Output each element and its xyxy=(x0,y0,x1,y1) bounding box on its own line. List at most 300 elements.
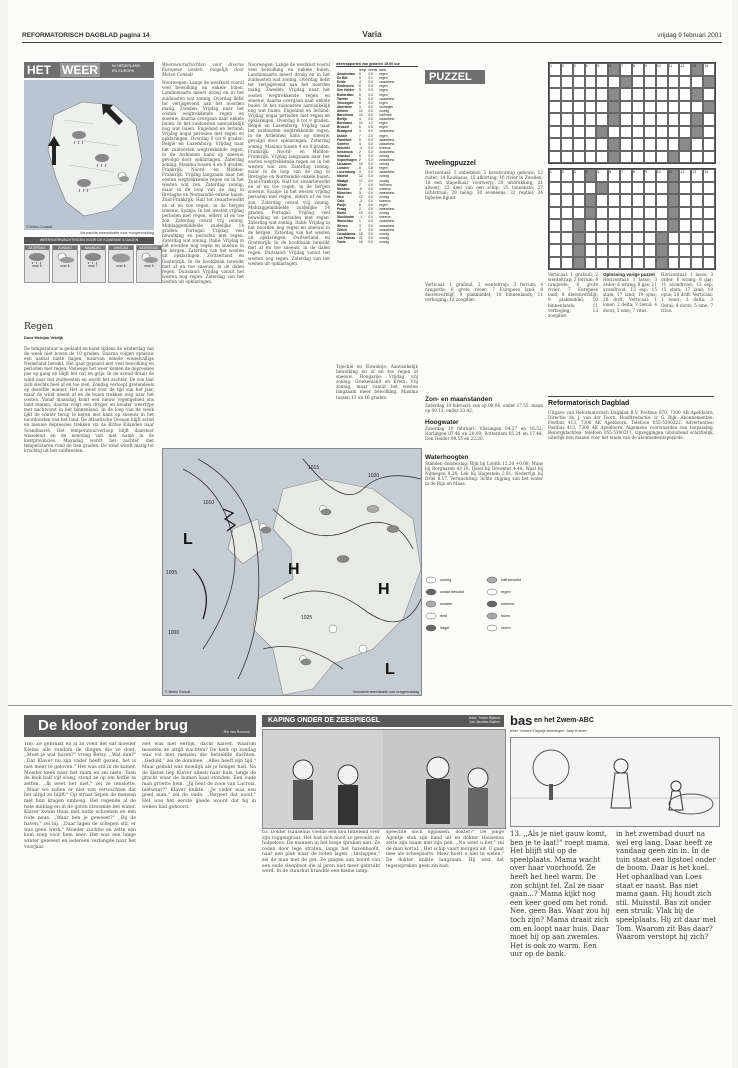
puzzle-black-cell xyxy=(703,76,715,89)
puzzle-cell xyxy=(585,76,597,89)
puzzle-cell xyxy=(632,113,644,126)
puzzle-cell xyxy=(679,219,691,232)
europe-forecast-text: Noorwegen: Lange de westkust vooral veel bewolking en enkele buien. Landinwaarts meest droog en in het zuidoosten wat zonnig. Overdag liefst ter verijsgevend aan het noorden matig. Zweden: Vrijdag naar het oosten wegtrekkende regen en sneeuw, daarna overgaan naar enkele buien. In het zuidoosten aanvankelijk nog wat buien. Engeland en Ierland: Vrijdag nogal perioden met regen en opklaringen. Overdag 6 tot 9 graden. België en Luxemburg: Vrijdag naar het zuidoosten wegtrekkende regen, in de Ardennen kans op sneeuw, gevolgd door opklaringen. Zaterdag zonnig. Maxima tussen 4 en 8 graden. Frankrijk: Noord- en Midden-Frankrijk: Vrijdag langzaam naar het oosten wegtrekkende regen en in het westen wat zon. Zaterdag zonnig, maar in de loop van de dag in Bretagne en Normandië enkele buien. Zuid-Frankrijk: Half tot zwaarbewolkt en af en toe regen, in de bergen sneeuw. Spanje: In het westen vrijdag perioden met regen, elders af en toe zon. Zaterdag overal vrij zonnig. Middaggemiddelde zuidelijke 14 graden. Portugal: Vrijdag veel bewolking en perioden met regen. Zaterdag wat zonnig. Italië: Vrijdag in het noorden nog regen en sneeuw in de bergen. Zaterdag van het westen uit opklaringen. Zwitserland en Oostenrijk: In de hoofdzaak bewolkt met af en toe sneeuw, in de dalen regen. Duitsland: Vrijdag vanuit het westen nog regen. Zaterdag van het westen uit opklaringen. xyxy=(162,80,244,284)
puzzle-cell xyxy=(703,232,715,245)
puzzle-cell xyxy=(691,138,703,151)
puzzle-cell xyxy=(620,138,632,151)
isobar-label: 1025 xyxy=(301,615,313,621)
puzzle-cell xyxy=(596,88,608,101)
puzzle-grid-bottom xyxy=(548,168,714,268)
table-cell: Athene xyxy=(337,108,349,113)
table-cell: zwaarbew. xyxy=(379,227,395,232)
table-cell: zwaarbew. xyxy=(379,96,395,101)
table-cell: 0.0 xyxy=(368,235,373,240)
legend-label: storm xyxy=(501,626,511,630)
puzzle-black-cell xyxy=(573,257,585,270)
puzzle-cell xyxy=(573,126,585,139)
article-body: De temperatuur is gedaald en komt tijdens de winterdag van de week niet boven de 10 graden. Daarna volgen opnieuw een aantal natte dagen, waarvan enkele wisselvallige Nederland bereikt. Het gaat gepaard met veel bewolking en perioden met regen. Vanwege het weer komen de depressies pas op gang en blijft het nat en grijs. In de avond draait de wind naar het zuidwesten en wordt het zachter. De zon laat zich slechts heel af en toe zien. Zondag verloopt grotendeels op dezelfde manier. Het is koud voor de tijd van het jaar, maar de wind neemt af en de buien trekken weg naar het oosten. Vanaf maandag komt een nieuw regengebied ons land binnen, daarna volgt een droger en kouder weertype met nachtvorst in het binnenland. In de loop van de week lijkt de winter terug te keren met kans op sneeuw in het noordoosten van het land. De Atlantische Oceaan blijft actief en nieuwe depressies trekken via de Britse Eilanden naar Scandinavië. Het temperatuurverloop blijft daardoor wisselend en de neerslag valt met name in de kustprovincies. Maandag wordt het zachter met temperaturen rond de tien graden. De wind wordt matig tot krachtig uit het zuidwesten. xyxy=(24,346,154,453)
puzzle-cell xyxy=(703,88,715,101)
puzzle-cell xyxy=(656,151,668,164)
europe-forecast-column xyxy=(162,62,244,442)
legend-label: zwaar bewolkt xyxy=(440,590,465,594)
table-cell: 0.6 xyxy=(368,203,373,208)
table-cell: zonnig xyxy=(379,239,390,244)
puzzle-cell xyxy=(656,207,668,220)
puzzle-cell xyxy=(679,182,691,195)
forecast-day-temp: max 5 xyxy=(32,264,42,268)
table-cell: 0.0 xyxy=(368,178,373,183)
bas-credits: tekst: Vincent Klapwijk tekeningen: Jaap Kramer xyxy=(510,729,587,733)
table-cell: Amsterdam xyxy=(337,72,356,77)
puzzle-black-cell xyxy=(573,232,585,245)
legend-item xyxy=(486,588,543,596)
puzzle-cell xyxy=(596,194,608,207)
netherlands-weather-map xyxy=(24,80,154,230)
puzzle-cell xyxy=(632,126,644,139)
legend-label: onweer xyxy=(440,602,453,606)
table-cell: half bew. xyxy=(379,113,393,118)
table-cell: zwaarbew. xyxy=(379,158,395,163)
puzzle-cell: 5 xyxy=(596,63,608,76)
puzzle-cell xyxy=(596,219,608,232)
puzzle-black-cell xyxy=(668,207,680,220)
table-title: weerrapporten van gisteren 19.00 uur xyxy=(336,62,418,67)
table-cell: 2 xyxy=(358,207,361,212)
table-cell: Istanbul xyxy=(337,153,350,158)
puzzle-cell xyxy=(644,126,656,139)
puzzle-cell xyxy=(561,151,573,164)
table-cell: Den Helder xyxy=(337,88,355,93)
puzzle-cell xyxy=(585,244,597,257)
banner-het: HET xyxy=(27,63,51,77)
table-cell: 13 xyxy=(358,211,363,216)
kaping-author: Jan Jacobse Bakker xyxy=(469,720,500,724)
puzzle-black-cell: 11 xyxy=(668,169,680,182)
table-cell: 0.0 xyxy=(368,72,373,77)
puzzle-cell xyxy=(703,244,715,257)
forecast-day-name: ZATERDAG xyxy=(25,246,49,250)
bas-illustration-svg xyxy=(511,738,719,826)
map-caption: Verwachte weersituatie voor morgenmiddag xyxy=(80,231,154,235)
weather-symbol-icon xyxy=(425,588,437,596)
puzzle-black-cell xyxy=(656,257,668,270)
puzzle-black-cell xyxy=(691,88,703,101)
forecast-day-name: DINSDAG xyxy=(109,246,133,250)
puzzle-cell xyxy=(585,257,597,270)
puzzle-cell: 11 xyxy=(668,63,680,76)
table-cell: Moskou xyxy=(337,186,350,191)
puzzle-cell xyxy=(549,219,561,232)
table-cell: 6 xyxy=(358,84,361,89)
puzzle-cell xyxy=(644,244,656,257)
table-cell: 0.0 xyxy=(368,108,373,113)
puzzle-cell xyxy=(620,194,632,207)
table-cell: regen xyxy=(379,166,388,171)
table-cell: 0.0 xyxy=(368,194,373,199)
weather-legend xyxy=(425,576,543,686)
weather-symbol-icon xyxy=(486,588,498,596)
europe-weather-map xyxy=(162,448,422,696)
vertical-clues-continued: Verticaal: 1 grafzuil; 2 wenteltrap; 3 ferrum; 4 rangorde; 6 grote rivier; 7 Europees land; 8 dierenverblijf; 9 plakmiddel; 10 binnenlands; 11 verhoging; 13 zoogdier. xyxy=(548,272,598,318)
forecast-day-temp: max 7 xyxy=(88,264,98,268)
table-cell: sneeuw xyxy=(379,186,391,191)
puzzle-cell xyxy=(656,182,668,195)
legend-label: hagel xyxy=(440,626,450,630)
hoogwater-title: Hoogwater xyxy=(425,419,459,426)
table-cell: Budapest xyxy=(337,129,353,134)
weather-report-table xyxy=(336,62,418,362)
puzzle-cell xyxy=(585,138,597,151)
puzzle-cell xyxy=(585,113,597,126)
puzzle-cell xyxy=(561,257,573,270)
puzzle-cell xyxy=(608,232,620,245)
table-cell: 12 xyxy=(358,194,363,199)
table-cell: 0.0 xyxy=(368,227,373,232)
table-cell: 0.0 xyxy=(368,211,373,216)
puzzle-cell xyxy=(573,138,585,151)
bas-text-col2: in het zwembad duurt na wel erg lang. Daar heeft ze vandaag geen zin in. In de tuin staat een ligstoel onder de boom. Daar is het koel. Het ophaalbad van Loes staat er naast. Bas niet mama gaan. Hij houdt zich stil. Muisstil. Bas zit onder een struik. Vlak bij de speelplaats. Hij zit daar met Tom. Waarom zit Bas daar? Waarom verstopt hij zich? xyxy=(616,830,717,942)
puzzle-cell: 10 xyxy=(656,63,668,76)
table-cell: zwaarbew. xyxy=(379,117,395,122)
table-cell: Brussel xyxy=(337,125,350,130)
puzzle-cell xyxy=(691,244,703,257)
table-cell: 18 xyxy=(358,231,363,236)
puzzle-cell xyxy=(656,76,668,89)
table-cell: 13 xyxy=(358,113,363,118)
horizontal-clues: Horizontaal: 1 onbekend; 5 hevelvormig gebouw; 12 ruiter; 14 Kaukasus; 15 afkorting; 16 rivier in Zweden; 18 een stapelbaar voorwerp; 20 uitdrukking; 21 alweer; 23 deel van een schip; 25 binnenste; 27 lichtstraal; 29 heilig; 30 eveneens; 32 reptiel; 34 bijbelse figuur. xyxy=(425,170,543,201)
legend-item xyxy=(425,588,482,596)
puzzle-cell xyxy=(608,244,620,257)
puzzle-cell xyxy=(596,138,608,151)
puzzle-cell xyxy=(691,257,703,270)
table-cell: zonnig xyxy=(379,174,390,179)
puzzle-black-cell xyxy=(668,219,680,232)
puzzle-cell xyxy=(703,207,715,220)
puzzle-cell xyxy=(561,138,573,151)
puzzle-cell xyxy=(561,113,573,126)
table-cell: Frankfurt xyxy=(337,137,352,142)
table-cell: 0.5 xyxy=(368,125,373,130)
puzzle-cell xyxy=(703,194,715,207)
regen-article xyxy=(24,322,154,722)
puzzle-cell xyxy=(644,138,656,151)
puzzle-cell xyxy=(573,88,585,101)
puzzle-cell xyxy=(573,207,585,220)
legend-label: mist xyxy=(440,614,447,618)
forecast-day-temp: max 6 xyxy=(116,264,126,268)
forecast-day-name: ZONDAG xyxy=(53,246,77,250)
table-cell: Lissabon xyxy=(337,162,352,167)
weather-symbol-icon xyxy=(425,624,437,632)
forecast-days xyxy=(24,245,159,283)
puzzle-cell xyxy=(620,113,632,126)
puzzle-cell xyxy=(691,207,703,220)
header-date: vrijdag 9 februari 2001 xyxy=(657,32,722,39)
table-cell: 5 xyxy=(358,137,361,142)
puzzle-cell xyxy=(549,88,561,101)
legend-label: half bewolkt xyxy=(501,578,522,582)
table-cell: 17 xyxy=(358,178,363,183)
table-cell: 0.0 xyxy=(368,129,373,134)
puzzle-cell: 14 xyxy=(703,169,715,182)
table-cell: zonnig xyxy=(379,194,390,199)
kaping-credit: tekst: Tineke Bijlsma xyxy=(469,716,500,720)
table-cell: Stockholm xyxy=(337,215,354,220)
puzzle-black-cell xyxy=(573,219,585,232)
puzzle-cell xyxy=(668,126,680,139)
puzzle-cell xyxy=(691,219,703,232)
legend-label: regen xyxy=(501,590,511,594)
column-header: neersl xyxy=(368,68,378,72)
table-cell: Londen xyxy=(337,166,349,171)
puzzle-cell xyxy=(679,232,691,245)
puzzle-cell xyxy=(656,219,668,232)
puzzle-cell xyxy=(561,194,573,207)
puzzle-cell xyxy=(561,232,573,245)
rain-cloud-icon xyxy=(387,526,399,533)
puzzle-cell xyxy=(585,151,597,164)
puzzle-cell xyxy=(596,232,608,245)
comic-figure xyxy=(293,760,313,820)
legend-item xyxy=(425,624,482,632)
table-cell: 0.0 xyxy=(368,190,373,195)
forecast-title: WEERSVERWACHTINGEN VOOR DE KOMENDE 5 DAGEN xyxy=(24,237,154,244)
table-cell: 0.4 xyxy=(368,92,373,97)
comic-figure xyxy=(338,765,358,825)
table-cell: 7 xyxy=(358,133,361,138)
table-cell: Madrid xyxy=(337,174,348,179)
puzzle-cell xyxy=(679,101,691,114)
puzzle-black-cell xyxy=(573,244,585,257)
table-cell: regen xyxy=(379,92,388,97)
article-title: Regen xyxy=(24,322,53,332)
table-cell: zonnig xyxy=(379,153,390,158)
table-cell: 8 xyxy=(358,166,361,171)
puzzle-cell xyxy=(703,151,715,164)
puzzle-cell xyxy=(691,182,703,195)
puzzle-cell: 4 xyxy=(585,63,597,76)
bas-title-rest: en het Zwem-ABC xyxy=(534,717,594,724)
table-cell: Rome xyxy=(337,211,347,216)
puzzle-cell: 7 xyxy=(620,169,632,182)
europe-map-caption: Verwachte weersituatie voor morgenmiddag xyxy=(353,690,419,694)
puzzle-cell: 7 xyxy=(620,63,632,76)
europe-forecast-intro: Weersvooruitzichten voor diverse Europese landen, mogelijk door Meteo Consult xyxy=(162,62,244,78)
table-cell: 0.2 xyxy=(368,100,373,105)
table-cell: Eelde xyxy=(337,80,346,85)
legend-item xyxy=(486,612,543,620)
hoogwater-text: Zaterdag 10 februari: Vlissingen 04.27 en 16.52; Harlingen 07.46 en 20.09; Rotterdam 05.24 en 17.48; Den Helder 09.55 en 22.20. xyxy=(425,426,543,442)
puzzle-cell: 3 xyxy=(573,63,585,76)
puzzle-black-cell xyxy=(596,126,608,139)
puzzle-cell xyxy=(549,232,561,245)
puzzle-cell xyxy=(549,244,561,257)
table-cell: half bew. xyxy=(379,182,393,187)
table-cell: 0.0 xyxy=(368,174,373,179)
table-cell: Twente xyxy=(337,96,349,101)
table-cell: 3 xyxy=(358,104,361,109)
table-cell: zwaarbew. xyxy=(379,223,395,228)
puzzle-black-cell xyxy=(656,244,668,257)
weather-table xyxy=(336,68,396,244)
puzzle-cell xyxy=(585,126,597,139)
legend-item xyxy=(486,600,543,608)
puzzle-cell xyxy=(668,101,680,114)
colophon xyxy=(548,396,714,695)
puzzle-cell xyxy=(585,219,597,232)
netherlands-map-svg xyxy=(24,80,154,230)
table-cell: 1 xyxy=(358,219,361,224)
puzzle-cell xyxy=(620,207,632,220)
table-cell: 0.0 xyxy=(368,231,373,236)
puzzle-cell xyxy=(585,101,597,114)
table-cell: -6 xyxy=(358,186,362,191)
puzzle-cell xyxy=(656,88,668,101)
table-cell: 14 xyxy=(358,108,363,113)
comic-figure xyxy=(468,768,488,826)
table-cell: 3 xyxy=(358,190,361,195)
puzzle-black-cell xyxy=(608,138,620,151)
table-cell: Rotterdam xyxy=(337,92,354,97)
table-cell: 7 xyxy=(358,182,361,187)
forecast-day xyxy=(80,245,106,283)
table-cell: regen xyxy=(379,121,388,126)
banner-weer: WEER xyxy=(62,63,98,77)
weather-symbol-icon xyxy=(486,612,498,620)
puzzle-cell xyxy=(679,257,691,270)
puzzle-cell xyxy=(549,101,561,114)
puzzle-cell xyxy=(549,126,561,139)
puzzle-banner: PUZZEL xyxy=(425,70,485,84)
puzzle-cell xyxy=(632,232,644,245)
puzzle-cell xyxy=(691,194,703,207)
table-cell: -2 xyxy=(358,199,362,203)
section-title: Varia xyxy=(362,30,382,39)
puzzle-cell: 2 xyxy=(561,63,573,76)
puzzle-black-cell xyxy=(585,207,597,220)
sun-cloud-icon xyxy=(53,252,77,264)
puzzle-cell xyxy=(691,101,703,114)
table-cell: Malaga xyxy=(337,178,349,183)
puzzle-cell xyxy=(644,101,656,114)
table-cell: 0.0 xyxy=(368,182,373,187)
table-cell: 0.8 xyxy=(368,166,373,171)
puzzle-cell xyxy=(620,244,632,257)
puzzle-cell xyxy=(620,88,632,101)
puzzle-cell: 10 xyxy=(656,169,668,182)
legend-item xyxy=(425,600,482,608)
puzzle-cell xyxy=(668,76,680,89)
table-cell: 12 xyxy=(358,174,363,179)
snow-icon xyxy=(367,506,379,513)
puzzle-cell xyxy=(561,88,573,101)
table-cell: 0.0 xyxy=(368,153,373,158)
forecast-day-temp: max 5 xyxy=(144,264,154,268)
table-cell: zonnig xyxy=(379,231,390,236)
puzzle-cell xyxy=(596,257,608,270)
table-cell: 0.0 xyxy=(368,158,373,163)
puzzle-black-cell xyxy=(596,182,608,195)
puzzle-cell xyxy=(608,182,620,195)
puzzle-cell xyxy=(644,232,656,245)
table-cell: -4 xyxy=(358,145,362,150)
puzzle-cell xyxy=(620,232,632,245)
forecast-day xyxy=(24,245,50,283)
table-cell: 0.0 xyxy=(368,137,373,142)
isobar-label: 1015 xyxy=(308,465,320,471)
table-cell: 5 xyxy=(358,88,361,93)
puzzle-cell xyxy=(644,76,656,89)
puzzle-cell: 3 xyxy=(573,169,585,182)
table-cell: motregen xyxy=(379,104,394,109)
weather-symbol-icon xyxy=(486,624,498,632)
rain-cloud-icon xyxy=(337,556,349,563)
puzzle-cell xyxy=(632,138,644,151)
puzzle-black-cell xyxy=(703,101,715,114)
table-cell: sneeuw xyxy=(379,199,391,203)
cloud-icon xyxy=(109,252,133,264)
rain-cloud-icon xyxy=(25,252,49,264)
table-cell: 0.0 xyxy=(368,104,373,109)
puzzle-grid-top xyxy=(548,62,714,162)
puzzle-cell xyxy=(620,101,632,114)
puzzle-cell xyxy=(691,232,703,245)
table-cell: 0.0 xyxy=(368,170,373,175)
puzzle-cell xyxy=(632,207,644,220)
table-cell: 15 xyxy=(358,162,363,167)
table-cell: regen xyxy=(379,88,388,93)
puzzle-cell xyxy=(632,219,644,232)
isobar-label: 1000 xyxy=(168,630,180,636)
table-cell: Genève xyxy=(337,141,349,146)
table-cell: 0.0 xyxy=(368,215,373,220)
table-cell: Innsbruck xyxy=(337,149,353,154)
puzzle-cell xyxy=(668,113,680,126)
table-cell: regen xyxy=(379,133,388,138)
legend-item xyxy=(486,576,543,584)
puzzle-cell xyxy=(596,244,608,257)
table-cell: regen xyxy=(379,100,388,105)
puzzle-cell xyxy=(679,88,691,101)
puzzle-cell: 6 xyxy=(608,169,620,182)
puzzle-cell xyxy=(668,88,680,101)
table-cell: 0.0 xyxy=(368,223,373,228)
puzzle-cell xyxy=(691,76,703,89)
table-cell: zonnig xyxy=(379,235,390,240)
table-cell: München xyxy=(337,190,352,195)
puzzle-cell xyxy=(632,76,644,89)
puzzle-cell xyxy=(703,138,715,151)
bas-title: bas xyxy=(510,713,533,728)
table-cell: 5 xyxy=(358,72,361,77)
rain-cloud-icon xyxy=(81,252,105,264)
table-cell: zwaarbew. xyxy=(379,141,395,146)
puzzle-black-cell: 4 xyxy=(585,169,597,182)
puzzle-cell: 14 xyxy=(703,63,715,76)
puzzle-cell xyxy=(608,257,620,270)
table-cell: 2 xyxy=(358,158,361,163)
puzzle-cell xyxy=(573,151,585,164)
puzzle-cell xyxy=(703,113,715,126)
puzzle-cell xyxy=(679,244,691,257)
table-cell: 0.0 xyxy=(368,186,373,191)
puzzle-black-cell xyxy=(679,138,691,151)
legend-item xyxy=(486,624,543,632)
solution-text-continued: Horizontaal: 1 lasso; 3 order; 6 wrang; 8 gas; 11 avondrood; 13 esp; 15 stam; 17 land; 19 opus; 20 drift. Verticaal: 1 loner; 2 delta; 3 Oeral; 4 dorst; 5 ome; 7 ritus. xyxy=(661,272,713,313)
puzzle-cell: 13 xyxy=(691,169,703,182)
puzzle-cell xyxy=(608,126,620,139)
table-cell: 6 xyxy=(358,100,361,105)
